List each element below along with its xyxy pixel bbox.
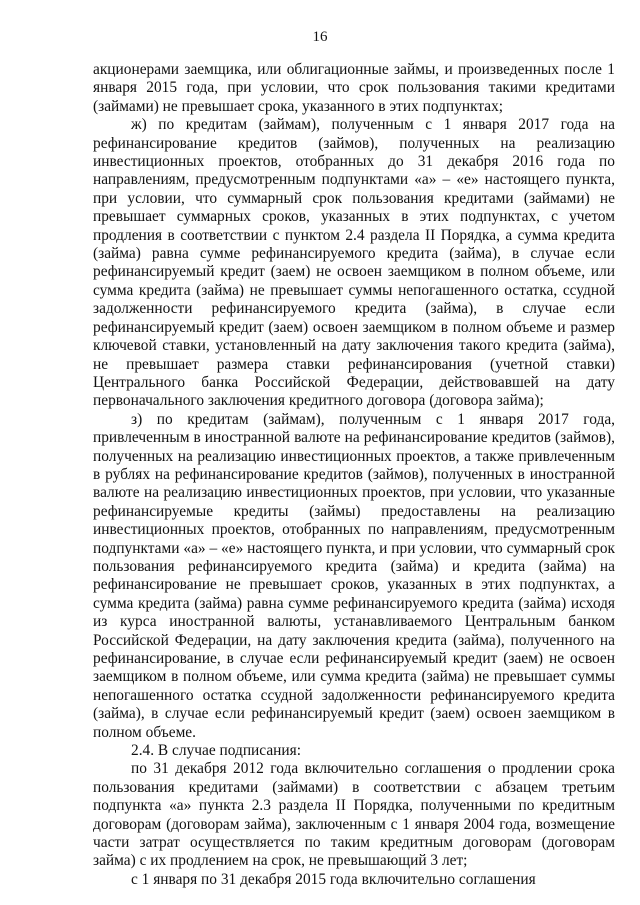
- paragraph-subitem-z: з) по кредитам (займам), полученным с 1 января 2017 года, привлеченным в иностранной валюте на рефинансирование кредитов (займов), полученных на реализацию инвестиционных проектов, а также привлеченным в рублях на рефинансирование кредитов (займов), полученных в иностранной валюте на реализацию инвестиционных проектов, при условии, что указанные рефинансируемые кредиты (займы) предоставлены на реализацию инвестиционных проектов, отобранных по направлениям, предусмотренным подпунктами «а» – «е» настоящего пункта, и при условии, что суммарный срок пользования рефинансируемого кредита (займа) и кредита (займа) на рефинансирование не превышает сроков, указанных в этих подпунктах, а сумма кредита (займа) равна сумме рефинансируемого кредита (займа) исходя из курса иностранной валюты, устанавливаемого Центральным банком Российской Федерации, на дату заключения кредита (займа), полученного на рефинансирование, в случае если рефинансируемый кредит (заем) не освоен заемщиком в полном объеме, или сумма кредита (займа) не превышает суммы непогашенного остатка ссудной задолженности рефинансируемого кредита (займа), в случае если рефинансируемый кредит (заем) освоен заемщиком в полном объеме.: [93, 410, 615, 741]
- paragraph-continuation: акционерами заемщика, или облигационные займы, и произведенных после 1 января 2015 года, при условии, что срок пользования такими кредитами (займами) не превышает срока, указанного в этих подпунктах;: [93, 61, 615, 115]
- document-body: [93, 61, 615, 889]
- paragraph-2012-agreement: по 31 декабря 2012 года включительно соглашения о продлении срока пользования кредитами (займами) в соответствии с абзацем третьим подпункта «а» пункта 2.3 раздела II Порядка, полученными по кредитным договорам (договорам займа), заключенным с 1 января 2004 года, возмещение части затрат осуществляется по таким кредитным договорам (договорам займа) с их продлением на срок, не превышающий 3 лет;: [93, 760, 615, 870]
- page-number: 16: [312, 29, 328, 45]
- section-heading-2-4: 2.4. В случае подписания:: [131, 742, 301, 760]
- paragraph-subitem-zh: ж) по кредитам (займам), полученным с 1 января 2017 года на рефинансирование кредитов (займов), полученных на реализацию инвестиционных проектов, отобранных до 31 декабря 2016 года по направлениям, предусмотренным подпунктами «а» – «е» настоящего пункта, при условии, что суммарный срок пользования кредитами (займами) не превышает суммарных сроков, указанных в этих подпунктах, с учетом продления в соответствии с пунктом 2.4 раздела II Порядка, а сумма кредита (займа) равна сумме рефинансируемого кредита (займа), в случае если рефинансируемый кредит (заем) не освоен заемщиком в полном объеме, или сумма кредита (займа) не превышает суммы непогашенного остатка, ссудной задолженности рефинансируемого кредита (займа), в случае если рефинансируемый кредит (заем) освоен заемщиком в полном объеме и размер ключевой ставки, установленный на дату заключения такого кредита (займа), не превышает размера ставки рефинансирования (учетной ставки) Центрального банка Российской Федерации, действовавшей на дату первоначального заключения кредитного договора (договора займа);: [93, 116, 615, 410]
- paragraph-2015-agreement: с 1 января по 31 декабря 2015 года включительно соглашения: [131, 870, 536, 888]
